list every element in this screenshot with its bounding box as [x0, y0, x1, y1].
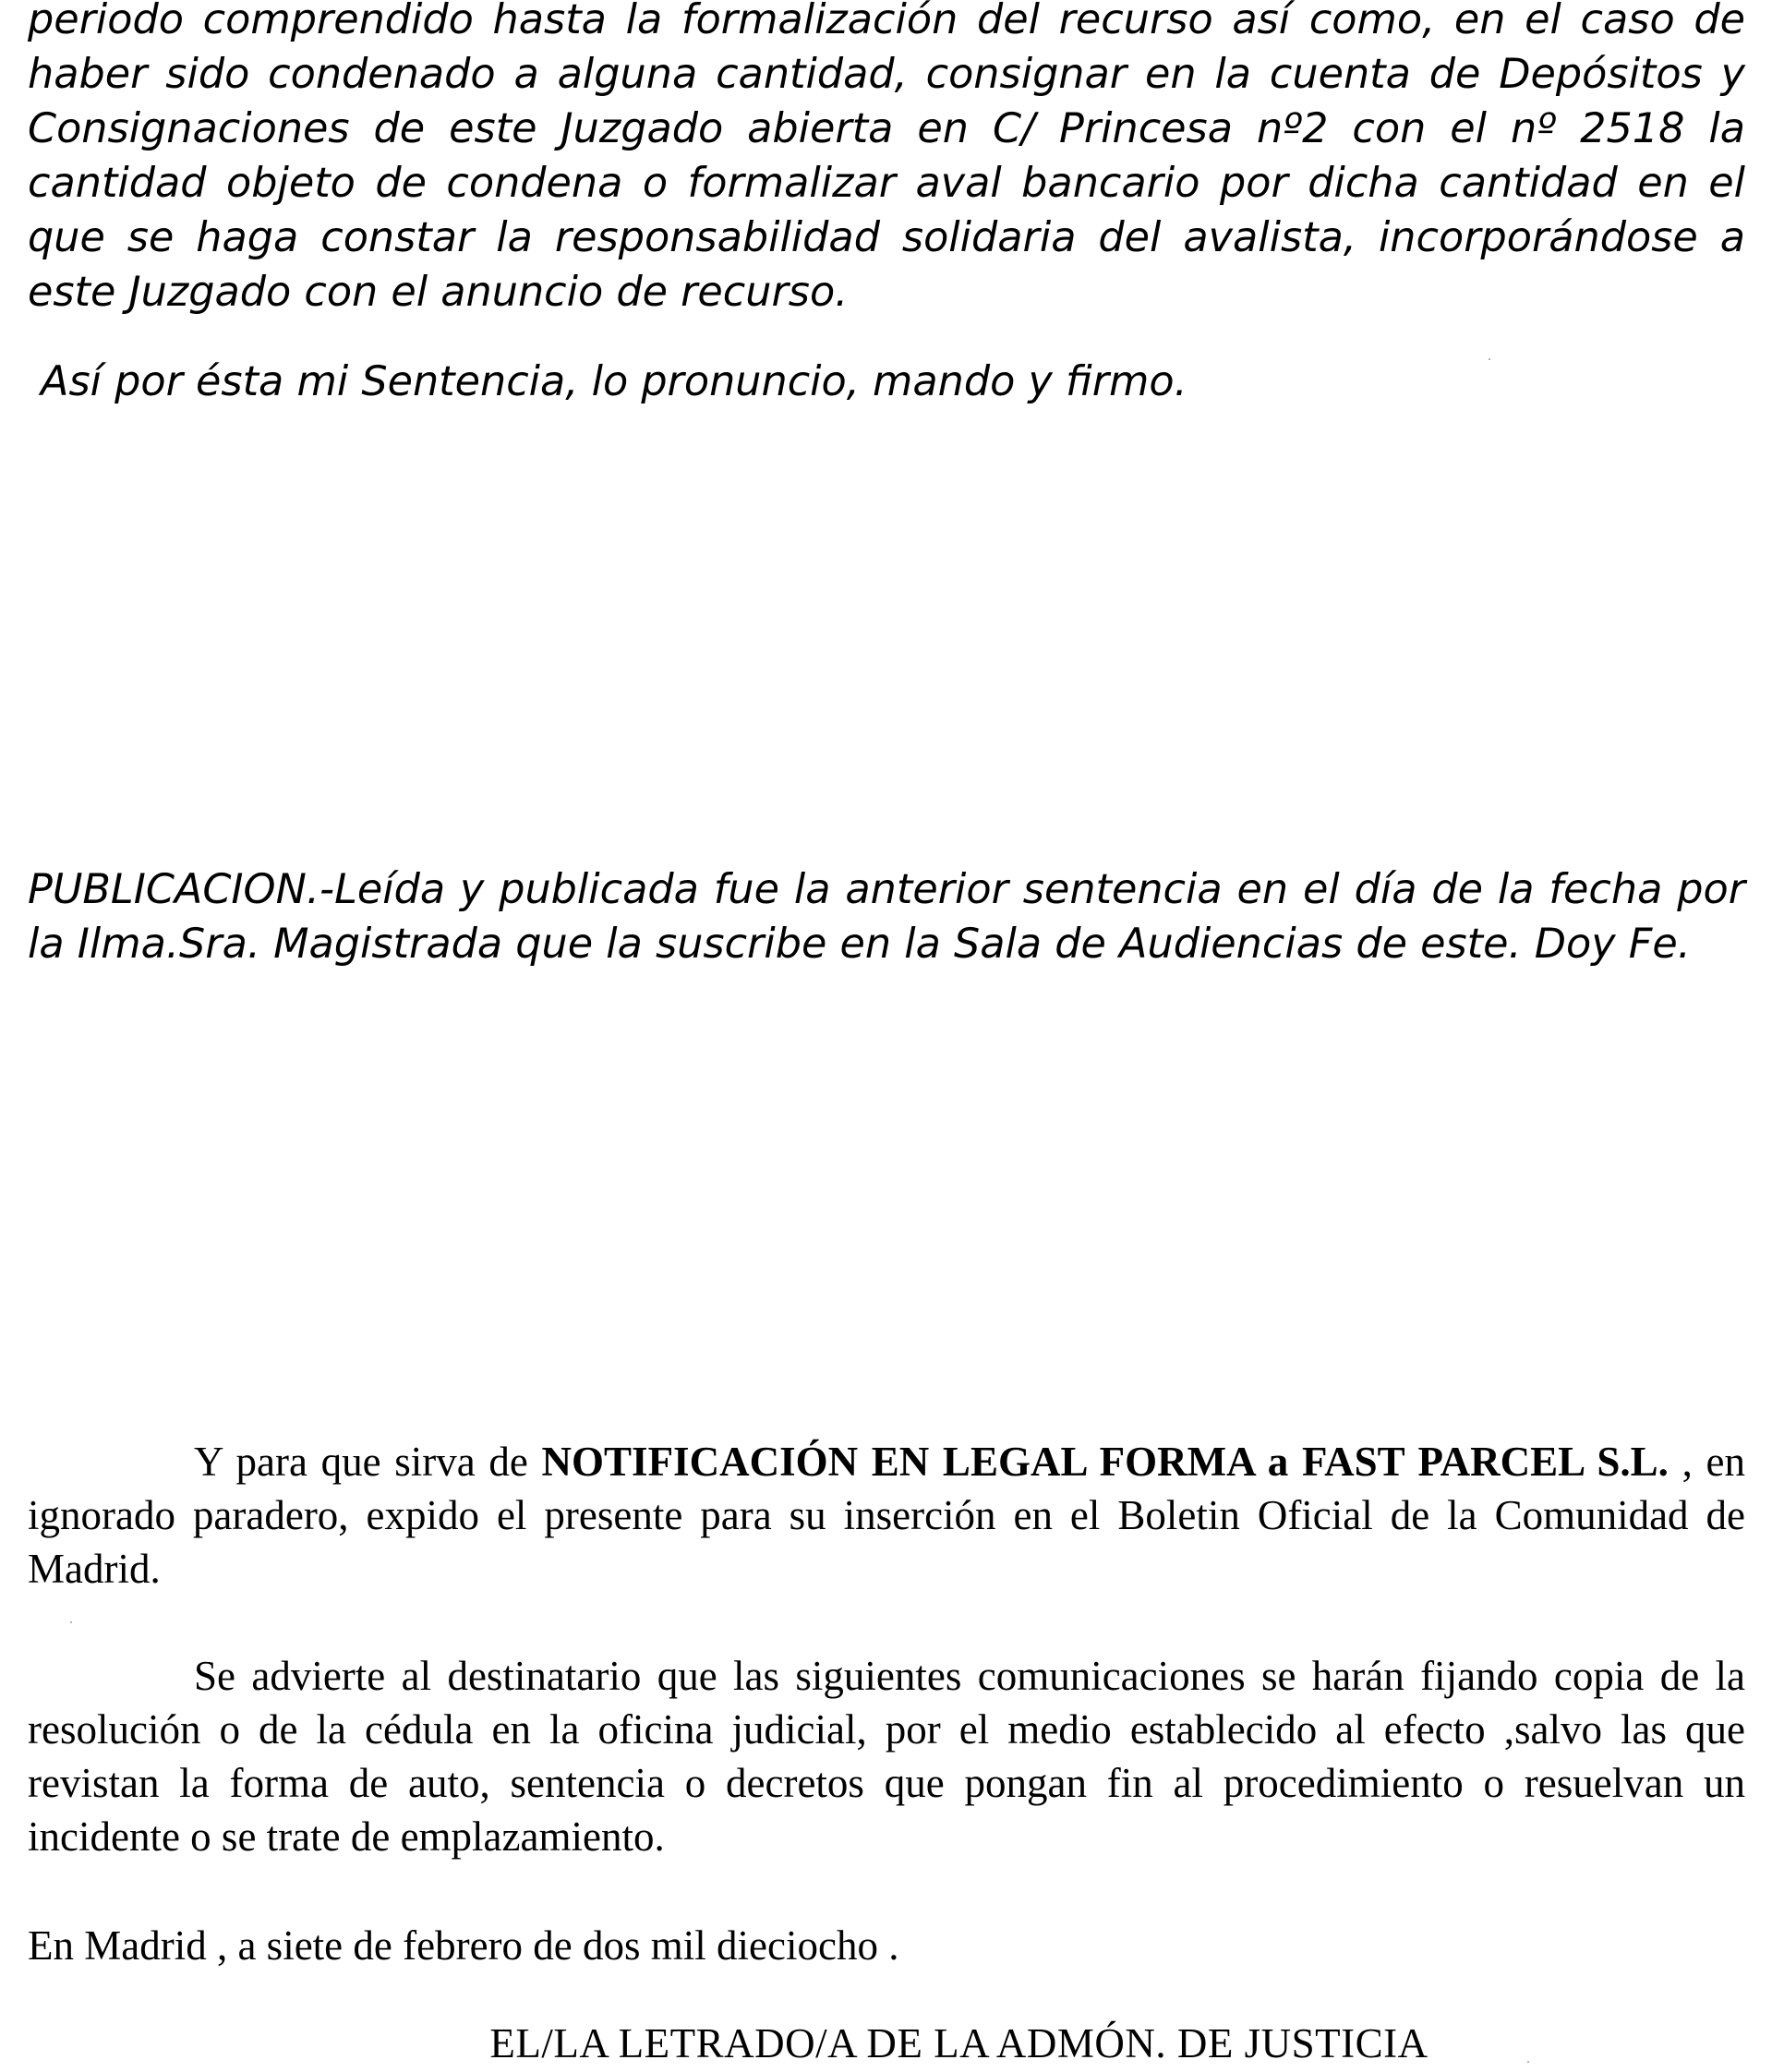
notificacion-rest: , en ignorado paradero, expido el presente para su inserción en el Boletin Oficial de la Comunidad de Madrid.	[28, 1439, 1746, 1592]
scan-speck	[1527, 2061, 1529, 2063]
scan-speck	[1489, 358, 1490, 360]
scan-speck	[70, 1621, 72, 1623]
signature-title: EL/LA LETRADO/A DE LA ADMÓN. DE JUSTICIA	[489, 2020, 1428, 2066]
paragraph-notificacion	[28, 1435, 1745, 1596]
paragraph-advertencia: Se advierte al destinatario que las siguientes comunicaciones se harán fijando copia de la resolución o de la cédula en la oficina judicial, por el medio establecido al efecto ,salvo las que revistan la forma de auto, sentencia o decretos que pongan fin al procedimiento o resuelvan un incidente o se trate de emplazamiento.	[28, 1653, 1745, 1860]
paragraph-publicacion: PUBLICACION.-Leída y publicada fue la anterior sentencia en el día de la fecha por la Ilma.Sra. Magistrada que la suscribe en la Sala de Audiencias de este. Doy Fe.	[28, 866, 1745, 968]
paragraph-fallo: Así por ésta mi Sentencia, lo pronuncio, mando y firmo.	[41, 358, 1187, 405]
paragraph-recurso: periodo comprendido hasta la formalización del recurso así como, en el caso de haber sido condenado a alguna cantidad, consignar en la cuenta de Depósitos y Consignaciones de este Juzgado abierta en C/ Princesa nº2 con el nº 2518 la cantidad objeto de condena o formalizar aval bancario por dicha cantidad en el que se haga constar la responsabilidad solidaria del avalista, incorporándose a este Juzgado con el anuncio de recurso.	[28, 0, 1745, 316]
notificacion-lead: Y para que sirva de	[194, 1439, 542, 1485]
date-line: En Madrid , a siete de febrero de dos mil dieciocho .	[28, 1922, 899, 1969]
notificacion-bold-notice: NOTIFICACIÓN EN LEGAL FORMA a FAST PARCEL S.L.	[541, 1439, 1669, 1485]
